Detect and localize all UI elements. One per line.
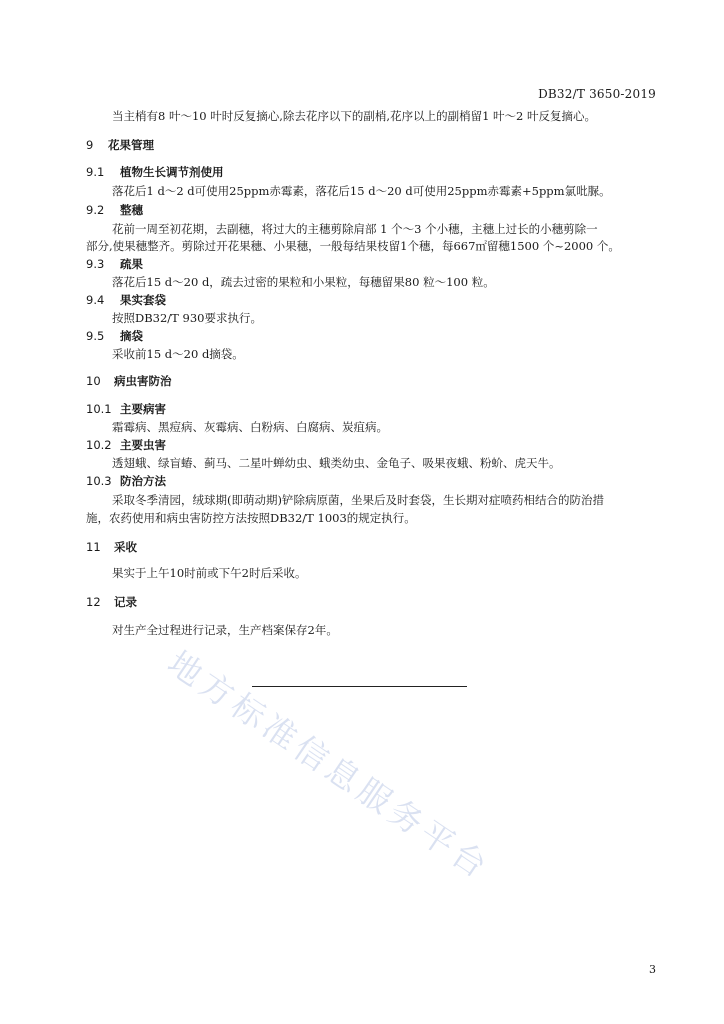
page-number: 3: [649, 963, 656, 976]
section-number: 12: [86, 595, 101, 609]
subsection-title: 整穗: [120, 203, 143, 217]
section-9-2-body-line2: 部分,使果穗整齐。剪除过开花果穗、小果穗，一般每结果枝留1个穗，每667㎡留穗1500 个~2000 个。: [86, 239, 620, 253]
subsection-title: 主要病害: [120, 402, 166, 416]
subsection-number: 10.2: [86, 438, 112, 452]
end-of-document-rule: [252, 686, 467, 687]
watermark: 地方标准信息服务平台: [160, 642, 498, 888]
section-title: 记录: [114, 595, 137, 609]
section-title: 病虫害防治: [114, 374, 172, 388]
section-number: 11: [86, 540, 101, 554]
section-10-1-heading: [86, 404, 166, 416]
section-9-4-heading: [86, 295, 166, 307]
subsection-number: 10.3: [86, 474, 112, 488]
section-11-body: 果实于上午10时前或下午2时后采收。: [112, 566, 307, 580]
subsection-number: 9.3: [86, 257, 105, 271]
section-title: 花果管理: [108, 138, 154, 152]
section-10-2-body: 透翅蛾、绿盲蝽、蓟马、二星叶蝉幼虫、蛾类幼虫、金龟子、吸果夜蛾、粉蚧、虎天牛。: [112, 456, 561, 470]
section-number: 10: [86, 374, 101, 388]
section-10-2-heading: [86, 440, 166, 452]
subsection-number: 9.4: [86, 293, 105, 307]
section-10-heading: [86, 376, 172, 388]
section-9-5-body: 采收前15 d～20 d摘袋。: [112, 347, 244, 361]
section-9-2-body-line1: 花前一周至初花期，去副穗，将过大的主穗剪除肩部 1 个～3 个小穗，主穗上过长的小穗剪除一: [112, 222, 598, 236]
section-12-body: 对生产全过程进行记录，生产档案保存2年。: [112, 623, 338, 637]
section-9-heading: [86, 140, 154, 152]
subsection-title: 植物生长调节剂使用: [120, 165, 224, 179]
subsection-title: 主要虫害: [120, 438, 166, 452]
subsection-number: 9.2: [86, 203, 105, 217]
section-9-1-body: 落花后1 d～2 d可使用25ppm赤霉素，落花后15 d～20 d可使用25ppm赤霉素+5ppm氯吡脲。: [112, 184, 611, 198]
subsection-title: 防治方法: [120, 474, 166, 488]
subsection-title: 果实套袋: [120, 293, 166, 307]
section-10-3-heading: [86, 476, 166, 488]
section-title: 采收: [114, 540, 137, 554]
subsection-number: 9.5: [86, 329, 105, 343]
standard-code-header: DB32/T 3650-2019: [538, 87, 656, 101]
section-number: 9: [86, 138, 94, 152]
subsection-title: 疏果: [120, 257, 143, 271]
section-12-heading: [86, 597, 137, 609]
subsection-number: 10.1: [86, 402, 112, 416]
section-11-heading: [86, 542, 137, 554]
section-9-2-heading: [86, 205, 143, 217]
subsection-title: 摘袋: [120, 329, 143, 343]
section-10-1-body: 霜霉病、黑痘病、灰霉病、白粉病、白腐病、炭疽病。: [112, 420, 388, 434]
section-9-3-body: 落花后15 d～20 d，疏去过密的果粒和小果粒，每穗留果80 粒～100 粒。: [112, 275, 495, 289]
section-9-3-heading: [86, 259, 143, 271]
section-9-5-heading: [86, 331, 143, 343]
section-9-1-heading: [86, 167, 224, 179]
subsection-number: 9.1: [86, 165, 105, 179]
intro-paragraph: 当主梢有8 叶～10 叶时反复摘心,除去花序以下的副梢,花序以上的副梢留1 叶～2 叶反复摘心。: [112, 109, 597, 123]
section-10-3-body-line1: 采取冬季清园，绒球期(即萌动期)铲除病原菌，坐果后及时套袋，生长期对症喷药相结合的防治措: [112, 493, 604, 507]
section-9-4-body: 按照DB32/T 930要求执行。: [112, 311, 262, 325]
section-10-3-body-line2: 施，农药使用和病虫害防控方法按照DB32/T 1003的规定执行。: [86, 511, 416, 525]
